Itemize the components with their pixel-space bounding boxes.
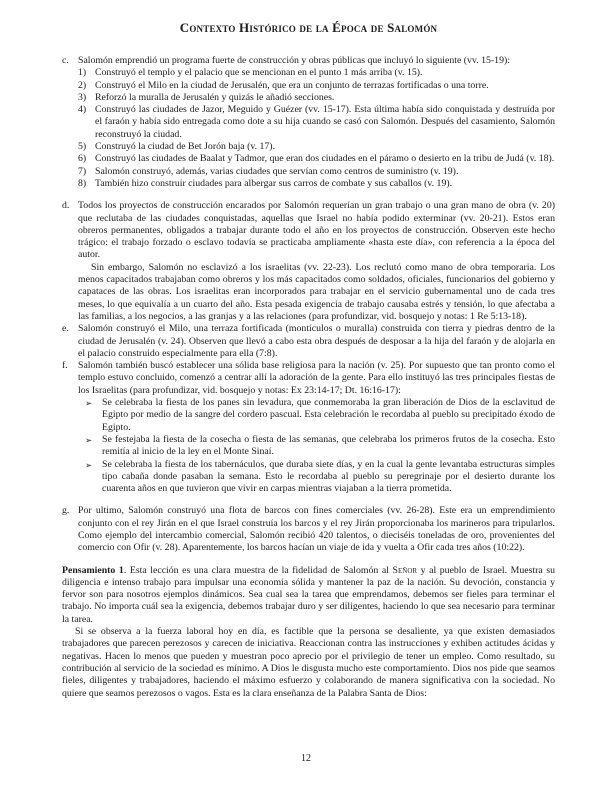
sub-text-6: Construyó las ciudades de Baalat y Tadmor, que eran dos ciudades en el páramo o desierto en la tribu de Judá (v. 18). <box>95 153 555 165</box>
list-item-e <box>62 323 555 360</box>
item-marker-e: e. <box>62 323 69 335</box>
page-title: Contexto Histórico de la Época de Salomón <box>179 20 438 35</box>
item-f-lead: Salomón también buscó establecer una sólida base religiosa para la nación (v. 25). Por supuesto que tan pronto como el templo estuvo concluido, comenzó a centrar allí la adoración de la gente. Para ello instituyó las tres principales fiestas de los Israelitas (para profundizar, vid. bosquejo y notas: Ex 23:14-17; Dt. 16:16-17): <box>78 360 555 396</box>
item-g-text: Por ultimo, Salomón construyó una flota de barcos con fines comerciales (vv. 26-28). Este era un emprendimiento conjunto con el rey Jirán en el que Israel construía los barcos y el rey Jirán proporcionaba los marineros para tripularlos. Como ejemplo del intercambio comercial, Salomón recibió 420 talentos, o dieciséis toneladas de oro, provenientes del comercio con Ofir (v. 28). Aparentemente, los barcos hacían un viaje de ida y vuelta a Ofir cada tres años (10:22). <box>78 505 555 554</box>
sub-text-3: Reforzó la muralla de Jerusalén y quizás le añadió secciones. <box>95 91 335 103</box>
sub-marker-7: 7) <box>78 165 87 177</box>
thought-paragraph-1 <box>62 565 555 626</box>
list-item-c <box>62 55 555 190</box>
arrow-bullet-icon: ➢ <box>85 459 93 470</box>
item-marker-d: d. <box>62 200 70 212</box>
item-d-paragraph-1: Todos los proyectos de construcción encarados por Salomón requerían un gran trabajo o una gran mano de obra (v. 20) que reclutaba de las ciudades conquistadas, aquellas que Israel no había podido exterminar (vv. 20-21). Estos eran obreros permanentes, obligados a trabajar durante todo el año en los proyectos de construcción. Observen este hecho trágico: el trabajo forzado o esclavo todavía se practicaba ampliamente «hasta este día», con referencia a la época del autor. <box>78 200 555 261</box>
sub-item-1 <box>78 67 555 79</box>
sub-item-5 <box>78 141 555 153</box>
sub-item-8 <box>78 178 555 190</box>
sub-text-2: Construyó el Milo en la ciudad de Jerusalén, que era un conjunto de terrazas fortificadas o una torre. <box>95 79 489 91</box>
list-item-f <box>62 360 555 495</box>
thought-block <box>62 565 555 700</box>
list-item-d <box>62 200 555 323</box>
arrow-item-1 <box>78 397 555 434</box>
arrow-item-3 <box>78 459 555 496</box>
page-number: 12 <box>301 753 311 764</box>
item-c-lead: Salomón emprendió un programa fuerte de construcción y obras públicas que incluyó lo siguiente (vv. 15-19): <box>78 55 510 66</box>
arrow-text-3: Se celebraba la fiesta de los tabernáculos, que duraba siete días, y en la cual la gente levantaba estructuras simples tipo cabaña donde pasaban la semana. Esto le recordaba al pueblo su peregrinaje por el desierto durante los cuarenta años en que tuvieron que vivir en carpas mientras viajaban a la tierra prometida. <box>102 458 555 495</box>
sub-text-8: También hizo construir ciudades para albergar sus carros de combate y sus caballos (v. 19). <box>95 177 453 189</box>
arrow-bullet-icon: ➢ <box>85 398 93 409</box>
sub-item-6 <box>78 153 555 165</box>
sub-marker-8: 8) <box>78 177 87 189</box>
arrow-bullet-icon: ➢ <box>85 434 93 445</box>
arrow-text-2: Se festejaba la fiesta de la cosecha o fiesta de las semanas, que celebraba los primeros frutos de la cosecha. Esto remitía al inicio de la ley en el Monte Sinaí. <box>102 433 555 458</box>
sub-item-3 <box>78 92 555 104</box>
list-item-g <box>62 505 555 554</box>
sub-item-4 <box>78 104 555 141</box>
thought-text-pre: . Esta lección es una clara muestra de la fidelidad de Salomón al <box>123 564 393 576</box>
senor-smallcaps: Señor <box>392 564 418 576</box>
sub-marker-2: 2) <box>78 79 87 91</box>
item-e-text: Salomón construyó el Milo, una terraza fortificada (montículos o muralla) construida con tierra y piedras dentro de la ciudad de Jerusalén (v. 24). Observen que llevó a cabo esta obra después de desposar a la hija del faraón y de alojarla en el palacio construido especialmente para ella (7:8). <box>78 323 555 359</box>
page-content <box>62 55 555 700</box>
item-marker-f: f. <box>62 360 68 372</box>
sub-item-7 <box>78 166 555 178</box>
item-d-paragraph-2: Sin embargo, Salomón no esclavizó a los israelitas (vv. 22-23). Los reclutó como mano de obra temporaria. Los menos capacitados trabajaban como obreros y los más capacitados como soldados, oficiales, funcionarios del gobierno y capataces de las obras. Los israelitas eran incorporados para trabajar en el servicio gubernamental uno de cada tres meses, lo que equivalía a un cuarto del año. Esta pesada exigencia de trabajo causaba estrés y tensión, lo que afectaba a las familias, a los negocios, a las granjas y a las relaciones (para profundizar, vid. bosquejo y notas: 1 Re 5:13-18). <box>78 261 555 322</box>
sub-text-5: Construyó la ciudad de Bet Jorón baja (v. 17). <box>95 141 276 153</box>
thought-label: Pensamiento 1 <box>62 564 124 576</box>
sub-marker-6: 6) <box>78 153 87 165</box>
item-marker-g: g. <box>62 505 70 517</box>
sub-marker-3: 3) <box>78 91 87 103</box>
arrow-item-2 <box>78 434 555 459</box>
sub-text-7: Salomón construyó, además, varias ciudades que servían como centros de suministro (v. 19). <box>95 165 459 177</box>
sub-text-1: Construyó el templo y el palacio que se mencionan en el punto 1 más arriba (v. 15). <box>95 67 423 79</box>
sub-marker-4: 4) <box>78 104 87 116</box>
sub-marker-5: 5) <box>78 141 87 153</box>
sub-marker-1: 1) <box>78 67 87 79</box>
item-marker-c: c. <box>62 55 69 66</box>
thought-text-post: y al pueblo de Israel. Muestra su diligencia e intenso trabajo para impulsar una economía sólida y mantener la paz de la nación. Su devoción, constancia y fervor son para nosotros ejemplos dinámicos. Sea cual sea la tarea que emprendamos, debemos ser fieles para terminar el trabajo. No importa cuál sea la exigencia, debemos trabajar duro y ser diligentes, haciendo lo que sea necesario para terminar la tarea. <box>62 564 555 625</box>
thought-paragraph-2: Si se observa a la fuerza laboral hoy en día, es factible que la persona se desaliente, ya que existen demasiados trabajadores que parecen perezosos y carecen de iniciativa. Reaccionan contra las instrucciones y exhiben actitudes ácidas y negativas. Hacen lo menos que pueden y muestran poco aprecio por el privilegio de tener un empleo. Como resultado, su contribución al servicio de la sociedad es mínimo. A Dios le disgusta mucho este comportamiento. Dios nos pide que seamos fieles, diligentes y trabajadores, haciendo el máximo esfuerzo y colaborando de manera significativa con la sociedad. No quiere que seamos perezosos o vagos. Esta es la clara enseñanza de la Palabra Santa de Dios: <box>62 626 555 699</box>
sub-item-2 <box>78 80 555 92</box>
arrow-text-1: Se celebraba la fiesta de los panes sin levadura, que conmemoraba la gran liberación de Dios de la esclavitud de Egipto por medio de la sangre del cordero pascual. Esta celebración le recordaba al pueblo su precipitado éxodo de Egipto. <box>102 397 555 433</box>
sub-text-4: Construyó las ciudades de Jazor, Meguido y Guézer (vv. 15-17). Esta última había sido conquistada y destruída por el faraón y había sido entregada como dote a su hija cuando se casó con Salomón. Después del casamiento, Salomón reconstruyó la ciudad. <box>95 104 555 140</box>
